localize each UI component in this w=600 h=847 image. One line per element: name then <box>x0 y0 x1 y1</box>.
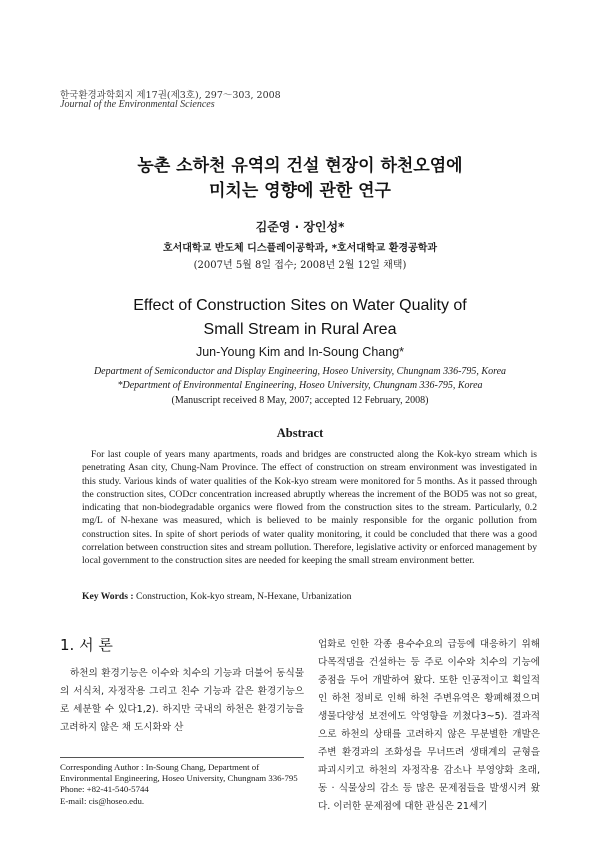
english-affiliation-1: Department of Semiconductor and Display Engineering, Hoseo University, Chungnam 336-795, Korea <box>93 366 507 377</box>
section-title: 1. 서 론 <box>60 636 113 654</box>
abstract-body: For last couple of years many apartments, roads and bridges are constructed along the Kok-kyo stream which is penetrating Asan city, Chung-Nam Province. The effect of construction on stream environment was investigated in this study. Various kinds of water qualities of the Kok-kyo stream were monitored for 5 months. As it passed through the construction sites, CODcr concentration increased abruptly whereas the increment of the BOD5 was not so great, indicating that non-biodegradable organics were flowed from the construction sites to the stream. Particularly, 0.2 mg/L of N-hexane was measured, which is believed to be mainly responsible for the organic pollution from construction sites. In spite of short periods of water quality monitoring, it could be concluded that there was a good correlation between construction sites and stream pollution. Therefore, legislative activity or enforced management by local government to the construction sites are needed for keeping the small stream environment better. <box>82 449 537 567</box>
english-title-line2: Small Stream in Rural Area <box>203 321 397 338</box>
keywords <box>82 591 542 602</box>
korean-authors: 김준영 · 장인성* <box>255 220 345 234</box>
intro-right-column: 업화로 인한 각종 용수수요의 급등에 대응하기 위해 다목적댐을 건설하는 등 주로 이수와 치수의 기능에 중점을 두어 개발하여 왔다. 또한 인공적이고 획일적인 하천 정비로 인해 하천 주변유역은 황폐해졌으며 생물다양성 보전에도 악영향을 끼쳤다3~5). 결과적으로 하천의 상태를 고려하지 않은 무분별한 개발은 주변 환경과의 조화성을 무너뜨려 생태계의 균형을 파괴시키고 하천의 자정작용 감소나 부영양화 초래, 동 · 식물상의 감소 등 많은 문제점들을 발생시켜 왔다. 이러한 문제점에 대한 관심은 21세기 <box>318 639 540 812</box>
english-authors: Jun-Young Kim and In-Soung Chang* <box>195 345 405 359</box>
footnote-author: Corresponding Author : In-Soung Chang, Department of Environmental Engineering, Hoseo University, Chungnam 336-795 <box>60 762 298 784</box>
journal-name: Journal of the Environmental Sciences <box>60 99 215 110</box>
english-affiliation-2: *Department of Environmental Engineering, Hoseo University, Chungnam 336-795, Korea <box>117 380 483 391</box>
english-title-line1: Effect of Construction Sites on Water Quality of <box>133 297 467 314</box>
footnote-divider <box>60 757 304 758</box>
corresponding-author-footnote <box>60 762 304 807</box>
korean-title-line1: 농촌 소하천 유역의 건설 현장이 하천오염에 <box>137 156 463 176</box>
footnote-phone: Phone: +82-41-540-5744 <box>60 784 149 795</box>
journal-citation: 한국환경과학회지 제17권(제3호), 297～303, 2008 <box>60 90 281 101</box>
keywords-label: Key Words : <box>82 591 134 602</box>
keywords-text: Construction, Kok-kyo stream, N-Hexane, Urbanization <box>135 591 352 602</box>
english-received-date: (Manuscript received 8 May, 2007; accepted 12 February, 2008) <box>171 395 429 406</box>
korean-title-line2: 미치는 영향에 관한 연구 <box>209 181 391 201</box>
footnote-email: E-mail: cis@hoseo.edu. <box>60 795 145 806</box>
abstract-heading: Abstract <box>276 426 324 440</box>
intro-left-column: 하천의 환경기능은 이수와 치수의 기능과 더불어 동식물의 서식처, 자정작용 그리고 친수 기능과 같은 환경기능으로 세분할 수 있다1,2). 하지만 국내의 하천은 환경기능을 고려하지 않은 채 도시화와 산 <box>60 668 304 733</box>
korean-received-date: (2007년 5월 8일 접수; 2008년 2월 12일 채택) <box>193 260 407 271</box>
korean-affiliation: 호서대학교 반도체 디스플레이공학과, *호서대학교 환경공학과 <box>162 243 438 254</box>
